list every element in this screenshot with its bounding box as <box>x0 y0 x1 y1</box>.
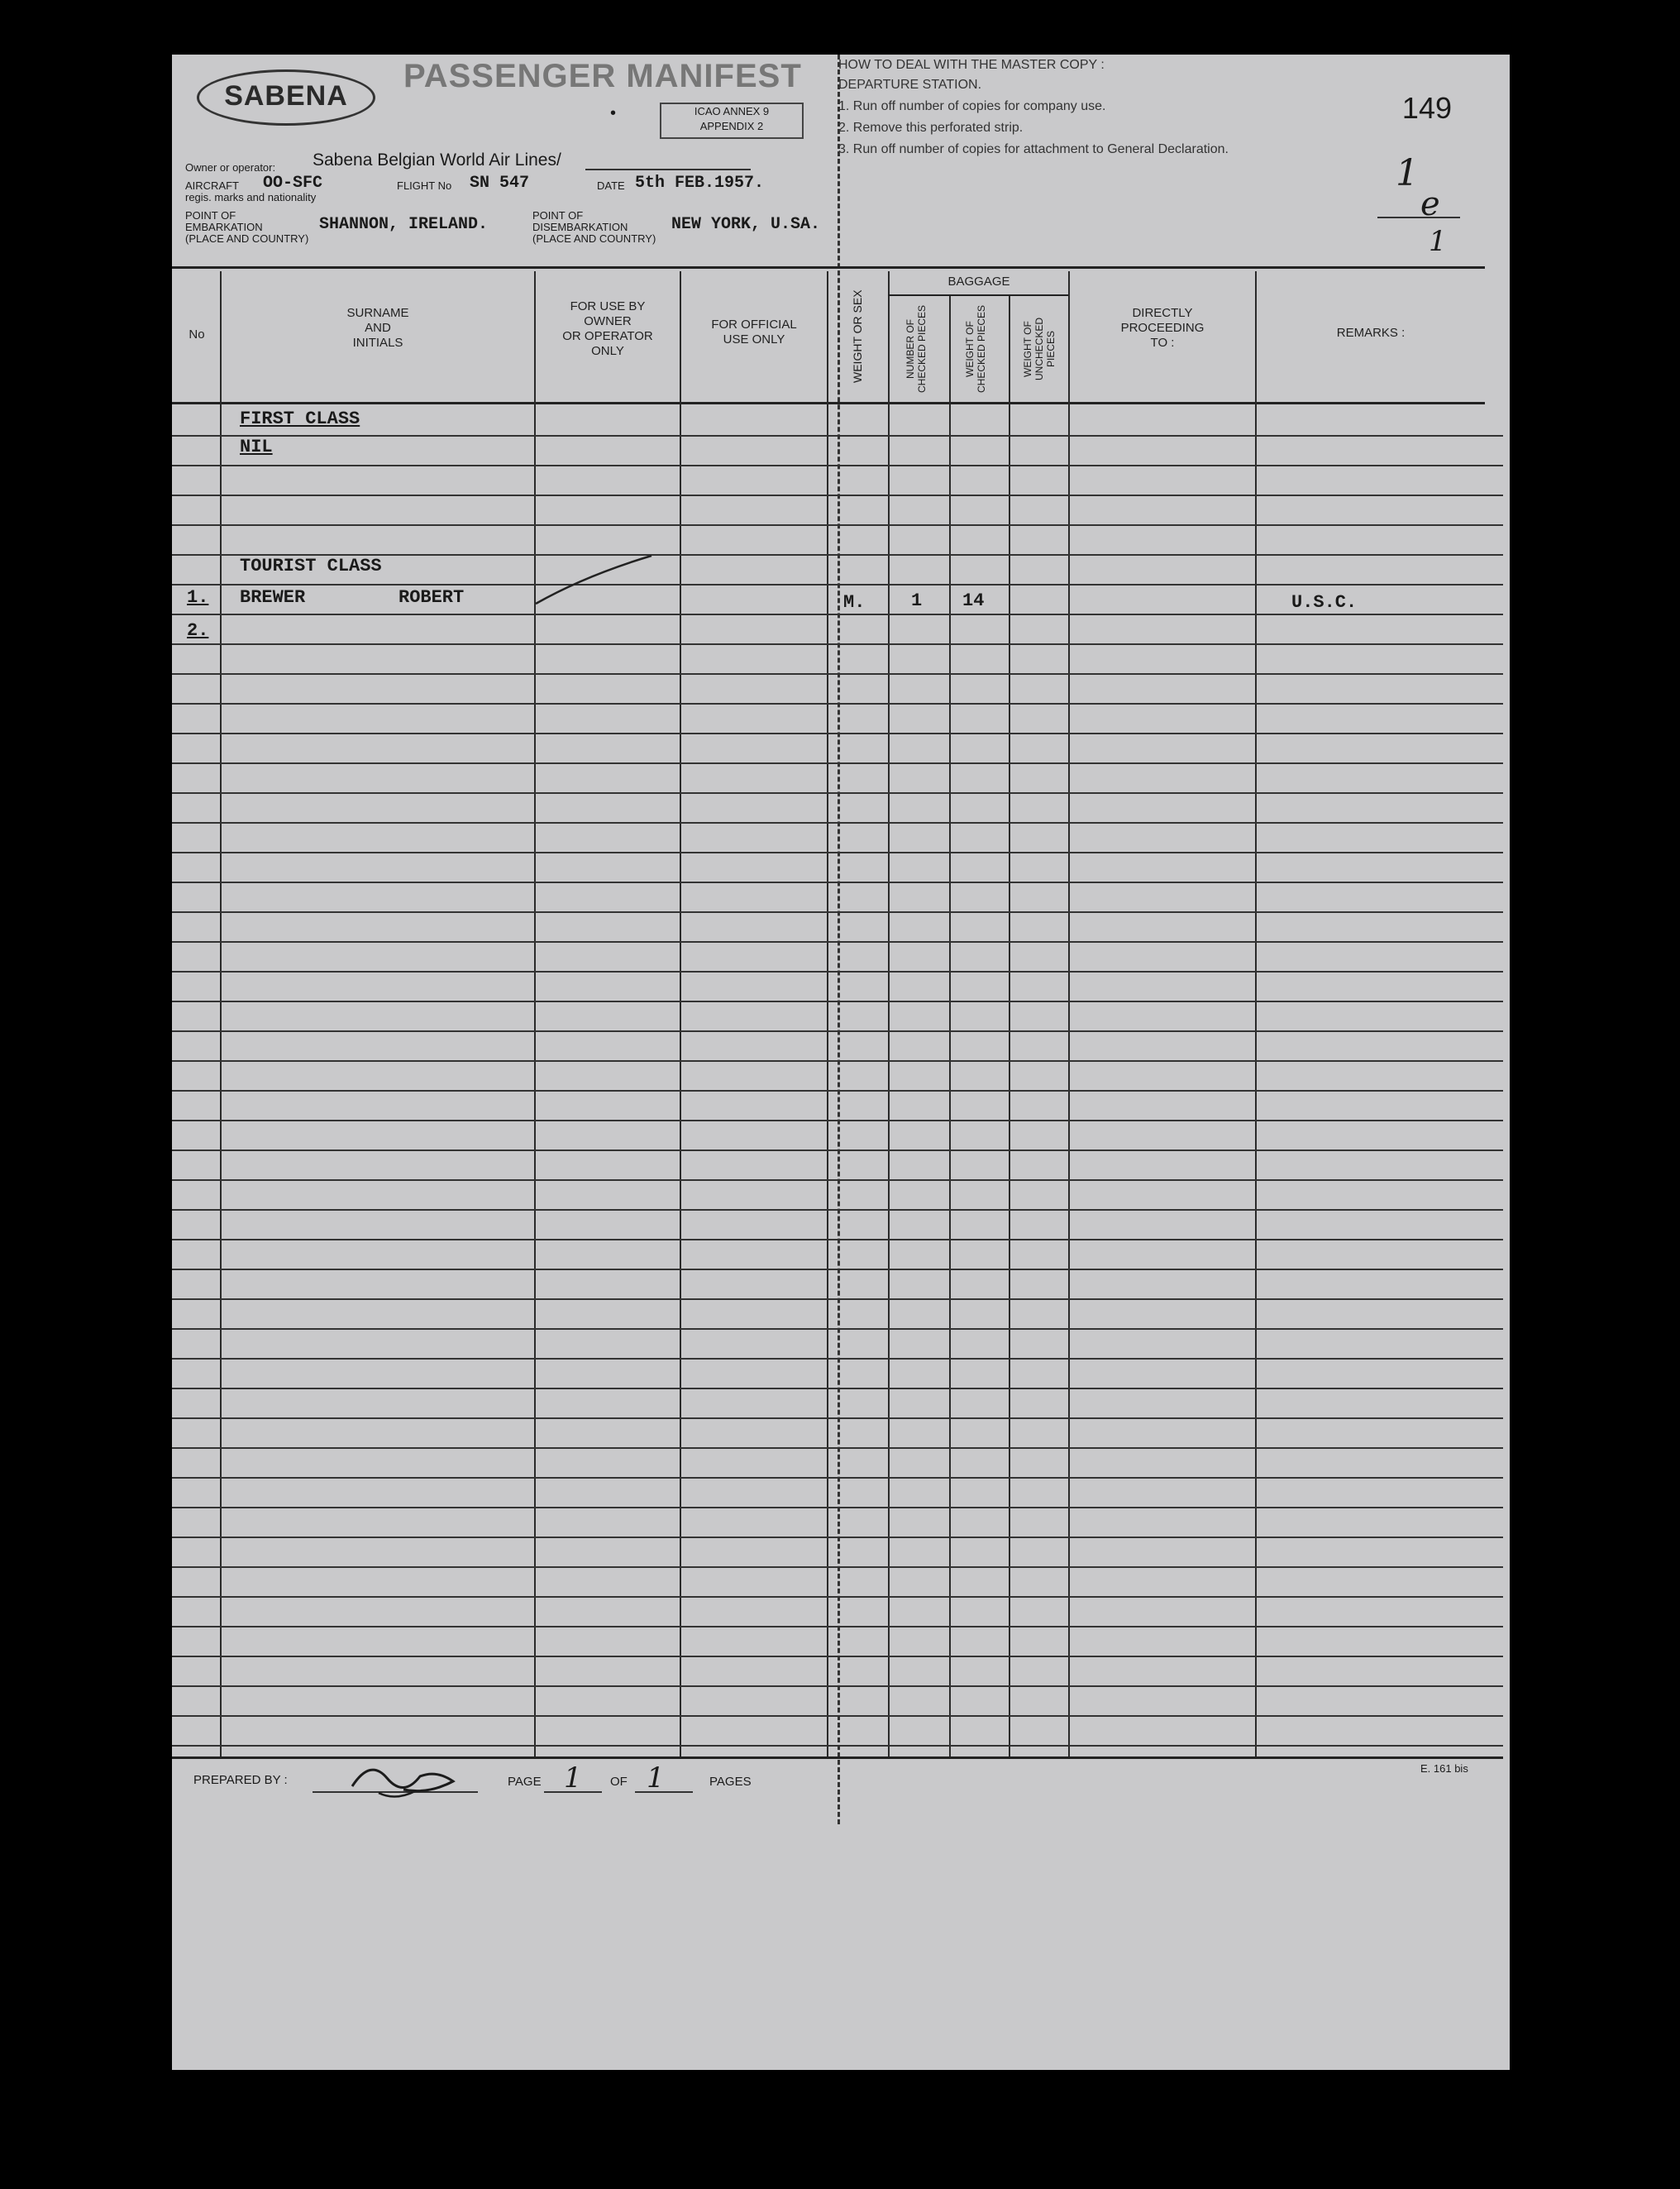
table-row-rule <box>172 643 1503 645</box>
perforated-strip <box>838 55 840 1824</box>
disembark-label-2: DISEMBARKATION <box>532 221 628 233</box>
table-row-rule <box>172 435 1503 437</box>
instructions-title: HOW TO DEAL WITH THE MASTER COPY : <box>838 58 1105 72</box>
col-header-baggage: BAGGAGE <box>947 275 1010 289</box>
table-row-rule <box>172 882 1503 883</box>
table-row-rule <box>172 1447 1503 1449</box>
owner-value: Sabena Belgian World Air Lines/ <box>313 151 561 170</box>
baggage-header-line <box>888 294 1068 296</box>
table-row-rule <box>172 1477 1503 1479</box>
passenger-1-sex: M. <box>843 592 866 613</box>
col-header-proceeding-1: DIRECTLY <box>1132 306 1193 320</box>
embark-value: SHANNON, IRELAND. <box>319 215 489 234</box>
registration-note: regis. marks and nationality <box>185 191 317 203</box>
date-value: 5th FEB.1957. <box>635 174 765 193</box>
manifest-sheet <box>172 55 1510 2070</box>
disembark-note: (PLACE AND COUNTRY) <box>532 232 656 245</box>
tourist-pen-stroke <box>527 551 660 609</box>
table-row-rule <box>172 584 1503 585</box>
col-header-remarks: REMARKS : <box>1336 326 1406 340</box>
table-row-rule <box>172 1120 1503 1121</box>
passenger-1-surname: BREWER <box>240 587 306 608</box>
table-row-rule <box>172 1685 1503 1687</box>
embark-label-2: EMBARKATION <box>185 221 263 233</box>
table-row-rule <box>172 1537 1503 1538</box>
table-row-rule <box>172 1328 1503 1330</box>
table-row-rule <box>172 673 1503 675</box>
preparer-signature <box>346 1753 470 1803</box>
table-row-rule <box>172 971 1503 973</box>
table-row-rule <box>172 1269 1503 1270</box>
owner-underline <box>585 169 751 170</box>
owner-label: Owner or operator: <box>185 161 276 174</box>
icao-box <box>660 103 804 139</box>
passenger-2-no: 2. <box>187 620 209 641</box>
col-header-official <box>681 318 827 347</box>
pages-label: PAGES <box>709 1775 752 1789</box>
page-label: PAGE <box>508 1775 542 1789</box>
table-row-rule <box>172 614 1503 615</box>
table-row-rule <box>172 1358 1503 1360</box>
table-row-rule <box>172 1179 1503 1181</box>
table-top-border <box>172 266 1485 269</box>
table-row-rule <box>172 1209 1503 1211</box>
table-row-rule <box>172 1388 1503 1389</box>
col-header-official-2: USE ONLY <box>723 332 785 347</box>
col-header-owner-4: ONLY <box>591 344 624 358</box>
table-row-rule <box>172 1090 1503 1092</box>
table-row-rule <box>172 1715 1503 1717</box>
form-code: E. 161 bis <box>1420 1762 1468 1775</box>
disembark-value: NEW YORK, U.SA. <box>671 215 821 234</box>
bullet-mark: • <box>610 104 617 122</box>
icao-line-1: ICAO ANNEX 9 <box>694 105 770 117</box>
col-header-official-1: FOR OFFICIAL <box>711 318 797 332</box>
table-row-rule <box>172 1417 1503 1419</box>
passenger-1-weight: 14 <box>962 590 985 611</box>
col-header-owner-3: OR OPERATOR <box>562 329 653 343</box>
instructions-sub: DEPARTURE STATION. <box>838 78 982 92</box>
col-header-checked-weight: WEIGHT OF CHECKED PIECES <box>964 304 987 394</box>
of-value: 1 <box>647 1761 665 1795</box>
table-row-rule <box>172 1298 1503 1300</box>
col-header-owner-2: OWNER <box>584 314 632 328</box>
col-header-no: No <box>189 327 205 342</box>
table-row-rule <box>172 495 1503 496</box>
page-value: 1 <box>564 1761 582 1795</box>
passenger-1-given-name: ROBERT <box>399 587 465 608</box>
col-header-proceeding <box>1070 306 1255 351</box>
col-header-surname-3: INITIALS <box>352 336 403 350</box>
instruction-1: 1. Run off number of copies for company use. <box>838 99 1106 113</box>
table-row-rule <box>172 822 1503 824</box>
instruction-2: 2. Remove this perforated strip. <box>838 121 1024 135</box>
icao-line-2: APPENDIX 2 <box>699 120 764 132</box>
sabena-logo: SABENA <box>197 69 375 126</box>
col-header-owner <box>536 299 680 359</box>
embark-label-1: POINT OF <box>185 209 236 222</box>
disembark-label-1: POINT OF <box>532 209 584 222</box>
table-row-rule <box>172 1149 1503 1151</box>
table-row-rule <box>172 911 1503 913</box>
col-header-checked-count: NUMBER OF CHECKED PIECES <box>904 304 928 394</box>
table-row-rule <box>172 1566 1503 1568</box>
col-header-unchecked-weight: WEIGHT OF UNCHECKED PIECES <box>1022 318 1057 381</box>
table-row-rule <box>172 792 1503 794</box>
table-header-border <box>172 402 1485 404</box>
page-value-line <box>544 1791 602 1793</box>
table-row-rule <box>172 1001 1503 1002</box>
of-label: OF <box>610 1775 628 1789</box>
section-first-class: FIRST CLASS <box>240 409 360 429</box>
aircraft-label: AIRCRAFT <box>185 179 239 192</box>
date-label: DATE <box>597 179 625 192</box>
table-row-rule <box>172 1030 1503 1032</box>
col-header-surname <box>222 306 534 351</box>
page-number: 149 <box>1401 91 1452 125</box>
flight-value: SN 547 <box>470 174 530 193</box>
table-row-rule <box>172 852 1503 853</box>
section-tourist-class: TOURIST CLASS <box>240 556 382 576</box>
handwritten-ref-top: 1 <box>1396 152 1419 194</box>
col-header-surname-2: AND <box>365 321 391 335</box>
table-row-rule <box>172 465 1503 466</box>
table-row-rule <box>172 1596 1503 1598</box>
manifest-title: PASSENGER MANIFEST <box>403 58 802 94</box>
table-row-rule <box>172 1239 1503 1240</box>
table-row-rule <box>172 1626 1503 1627</box>
col-header-weight-sex: WEIGHT OR SEX <box>851 289 864 384</box>
passenger-1-remarks: U.S.C. <box>1291 592 1358 613</box>
table-row-rule <box>172 1507 1503 1508</box>
table-row-rule <box>172 703 1503 705</box>
table-row-rule <box>172 524 1503 526</box>
handwritten-ref-mid: e <box>1420 185 1440 223</box>
col-header-surname-1: SURNAME <box>346 306 409 320</box>
prepared-by-label: PREPARED BY : <box>193 1773 288 1787</box>
instruction-3: 3. Run off number of copies for attachment to General Declaration. <box>838 142 1229 156</box>
section-first-class-nil: NIL <box>240 437 273 457</box>
passenger-1-no: 1. <box>187 587 209 608</box>
table-row-rule <box>172 1656 1503 1657</box>
flight-label: FLIGHT No <box>397 179 452 192</box>
col-header-owner-1: FOR USE BY <box>570 299 646 313</box>
handwritten-fraction-bar <box>1377 217 1460 218</box>
table-row-rule <box>172 1060 1503 1062</box>
table-row-rule <box>172 733 1503 734</box>
passenger-1-pieces: 1 <box>911 590 923 611</box>
col-header-proceeding-2: PROCEEDING <box>1120 321 1205 335</box>
embark-note: (PLACE AND COUNTRY) <box>185 232 309 245</box>
table-row-rule <box>172 762 1503 764</box>
handwritten-ref-bottom: 1 <box>1429 225 1447 258</box>
table-row-rule <box>172 1745 1503 1747</box>
table-row-rule <box>172 941 1503 943</box>
aircraft-value: OO-SFC <box>263 174 323 193</box>
of-value-line <box>635 1791 693 1793</box>
col-header-proceeding-3: TO : <box>1150 336 1175 350</box>
